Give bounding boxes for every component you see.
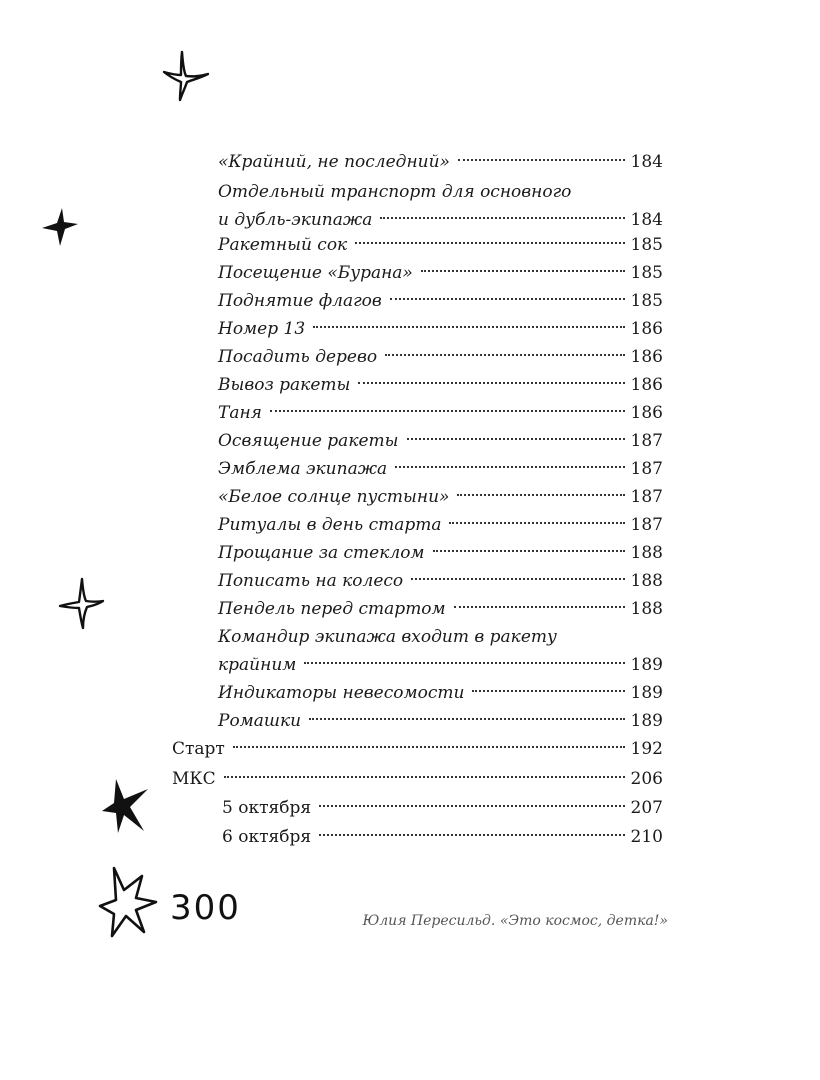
star-icon: [56, 575, 106, 631]
toc-entry-page: 192: [630, 739, 663, 759]
dot-leader: [313, 326, 624, 328]
toc-entry-title: Пендель перед стартом: [218, 599, 446, 619]
toc-entry-title: Эмблема экипажа: [218, 459, 388, 479]
dot-leader: [304, 662, 624, 664]
toc-entry-page: 186: [630, 403, 663, 423]
toc-entry-title: Поднятие флагов: [218, 291, 382, 311]
dot-leader: [380, 217, 624, 219]
toc-entry-page: 210: [630, 827, 663, 847]
dot-leader: [385, 354, 624, 356]
toc-entry-page: 187: [630, 487, 663, 507]
toc-entry-page: 187: [630, 459, 663, 479]
dot-leader: [224, 776, 625, 778]
toc-entry-title-line1: Командир экипажа входит в ракету: [218, 627, 557, 647]
toc-entry[interactable]: [172, 765, 663, 793]
dot-leader: [355, 242, 624, 244]
toc-entry-page: 186: [630, 375, 663, 395]
toc-entry[interactable]: [218, 343, 663, 371]
dot-leader: [309, 718, 624, 720]
toc-entry-title: Вывоз ракеты: [218, 375, 351, 395]
toc-entry[interactable]: [218, 539, 663, 567]
toc-entry[interactable]: [218, 679, 663, 707]
dot-leader: [319, 834, 624, 836]
toc-entry-page: 188: [630, 543, 663, 563]
dot-leader: [472, 690, 624, 692]
star-icon: [98, 775, 152, 837]
dot-leader: [319, 805, 624, 807]
toc-entry-page: 184: [630, 210, 663, 230]
page-number: 300: [170, 888, 241, 928]
toc-entry-title: МКС: [172, 769, 216, 789]
toc-entry-title: крайним: [218, 655, 297, 675]
toc-entry-page: 186: [630, 319, 663, 339]
toc-entry[interactable]: [222, 823, 663, 851]
toc-entry-title: Таня: [218, 403, 262, 423]
toc-entry[interactable]: [218, 148, 663, 176]
toc-entry[interactable]: [218, 511, 663, 539]
toc-entry-page: 185: [630, 263, 663, 283]
dot-leader: [407, 438, 625, 440]
toc-entry[interactable]: [218, 315, 663, 343]
dot-leader: [458, 159, 625, 161]
dot-leader: [233, 746, 625, 748]
toc-entry[interactable]: [172, 735, 663, 763]
toc-entry-page: 187: [630, 431, 663, 451]
toc-entry-page: 185: [630, 235, 663, 255]
toc-entry-page: 188: [630, 599, 663, 619]
toc-entry-page: 189: [630, 683, 663, 703]
toc-entry[interactable]: [218, 623, 663, 679]
toc-entry-page: 185: [630, 291, 663, 311]
toc-entry[interactable]: [218, 455, 663, 483]
toc-entry-title: Номер 13: [218, 319, 306, 339]
toc-entry-title: Старт: [172, 739, 225, 759]
dot-leader: [433, 550, 625, 552]
toc-entry[interactable]: [218, 427, 663, 455]
toc-entry[interactable]: [218, 707, 663, 735]
toc-entry-page: 207: [630, 798, 663, 818]
toc-entry[interactable]: [218, 259, 663, 287]
toc-entry-title: Ромашки: [218, 711, 302, 731]
toc-entry-page: 206: [630, 769, 663, 789]
toc-entry-page: 184: [630, 152, 663, 172]
star-icon: [40, 206, 80, 248]
toc-entry-title: «Белое солнце пустыни»: [218, 487, 450, 507]
toc-entry-title: Освящение ракеты: [218, 431, 399, 451]
toc-entry[interactable]: [218, 371, 663, 399]
toc-entry-title: Пописать на колесо: [218, 571, 404, 591]
toc-entry-title: Индикаторы невесомости: [218, 683, 465, 703]
toc-entry-title: Посадить дерево: [218, 347, 378, 367]
toc-entry-title: Прощание за стеклом: [218, 543, 425, 563]
dot-leader: [421, 270, 625, 272]
toc-entry-title: и дубль-экипажа: [218, 210, 373, 230]
star-icon: [96, 862, 160, 942]
dot-leader: [454, 606, 625, 608]
toc-entry[interactable]: [218, 287, 663, 315]
toc-entry-title-line1: Отдельный транспорт для основного: [218, 182, 572, 202]
toc-entry[interactable]: [218, 231, 663, 259]
dot-leader: [390, 298, 625, 300]
toc-entry-title: 6 октября: [222, 827, 312, 847]
toc-entry-title: 5 октября: [222, 798, 312, 818]
dot-leader: [358, 382, 624, 384]
star-icon: [160, 48, 212, 104]
toc-entry[interactable]: [222, 794, 663, 822]
toc-entry-title: Посещение «Бурана»: [218, 263, 413, 283]
dot-leader: [449, 522, 624, 524]
toc-entry[interactable]: [218, 178, 663, 234]
running-title: Юлия Пересильд. «Это космос, детка!»: [362, 913, 668, 929]
dot-leader: [457, 494, 624, 496]
toc-entry-page: 186: [630, 347, 663, 367]
dot-leader: [270, 410, 625, 412]
dot-leader: [395, 466, 624, 468]
toc-entry-title: Ракетный сок: [218, 235, 348, 255]
toc-entry[interactable]: [218, 595, 663, 623]
toc-entry-page: 189: [630, 655, 663, 675]
toc-entry-page: 188: [630, 571, 663, 591]
toc-entry-title: «Крайний, не последний»: [218, 152, 450, 172]
toc-entry[interactable]: [218, 567, 663, 595]
toc-entry-page: 187: [630, 515, 663, 535]
dot-leader: [411, 578, 624, 580]
toc-entry-page: 189: [630, 711, 663, 731]
toc-entry-title: Ритуалы в день старта: [218, 515, 442, 535]
toc-entry[interactable]: [218, 483, 663, 511]
toc-entry[interactable]: [218, 399, 663, 427]
